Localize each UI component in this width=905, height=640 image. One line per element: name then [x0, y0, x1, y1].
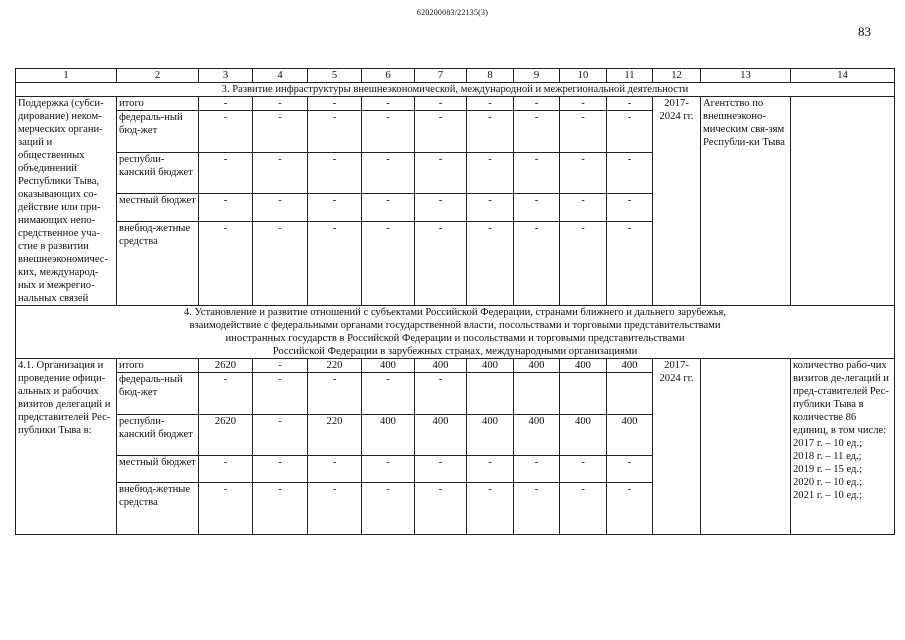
funding-value: - — [253, 221, 308, 305]
period: 2017-2024 гг. — [653, 97, 701, 306]
funding-value: - — [199, 373, 253, 415]
funding-value: - — [560, 456, 607, 483]
funding-value: - — [415, 97, 467, 111]
funding-value: - — [607, 221, 653, 305]
col-header-2: 2 — [117, 69, 199, 83]
expected-result-line: 2019 г. – 15 ед.; — [793, 464, 863, 475]
funding-value: - — [607, 483, 653, 535]
funding-value: - — [514, 221, 560, 305]
funding-value: - — [199, 456, 253, 483]
funding-value: - — [467, 194, 514, 221]
funding-value: - — [560, 483, 607, 535]
funding-value: - — [308, 373, 362, 415]
funding-source: итого — [117, 97, 199, 111]
funding-value: - — [607, 194, 653, 221]
funding-value: - — [560, 111, 607, 153]
period: 2017-2024 гг. — [653, 359, 701, 535]
executor — [701, 359, 791, 535]
funding-value: - — [199, 194, 253, 221]
section-4-heading-row — [16, 306, 895, 359]
funding-value: - — [560, 97, 607, 111]
funding-value: - — [362, 483, 415, 535]
table-row — [16, 359, 895, 373]
document-code: 620200083/22135(3) — [416, 8, 489, 17]
table-row — [16, 97, 895, 111]
funding-value: - — [415, 456, 467, 483]
expected-result-line: количество рабо-чих визитов де-легаций и пред-ставителей Рес-публики Тыва в количестве 86 единиц, в том числе: — [793, 360, 889, 436]
expected-result-line: 2017 г. – 10 ед.; — [793, 438, 863, 449]
col-header-10: 10 — [560, 69, 607, 83]
funding-value: 400 — [514, 415, 560, 456]
funding-value: - — [607, 153, 653, 194]
funding-source: внебюд-жетные средства — [117, 483, 199, 535]
col-header-3: 3 — [199, 69, 253, 83]
funding-value: - — [362, 194, 415, 221]
section-3-heading-row — [16, 83, 895, 97]
funding-source: местный бюджет — [117, 456, 199, 483]
funding-value: - — [308, 456, 362, 483]
funding-source: итого — [117, 359, 199, 373]
funding-value: - — [467, 111, 514, 153]
col-header-4: 4 — [253, 69, 308, 83]
section-4-title-line: Российской Федерации в зарубежных странах, международными организациями — [272, 346, 638, 357]
funding-value — [560, 373, 607, 415]
funding-value: - — [514, 483, 560, 535]
funding-value: - — [362, 97, 415, 111]
funding-value: - — [308, 194, 362, 221]
funding-value: - — [253, 194, 308, 221]
funding-value — [607, 373, 653, 415]
funding-source: республи-канский бюджет — [117, 153, 199, 194]
funding-value: - — [253, 373, 308, 415]
funding-value: - — [467, 97, 514, 111]
section-3-title: 3. Развитие инфраструктуры внешнеэкономической, международной и межрегиональной деятельности — [16, 83, 895, 97]
section-3-body — [16, 97, 895, 306]
measure-description: 4.1. Организация и проведение офици-альных и рабочих визитов делегаций и представителей Рес-публики Тыва в: — [16, 359, 117, 535]
funding-value: 220 — [308, 359, 362, 373]
funding-value: - — [514, 153, 560, 194]
funding-value: - — [253, 359, 308, 373]
col-header-13: 13 — [701, 69, 791, 83]
funding-value: - — [199, 483, 253, 535]
funding-value: - — [308, 483, 362, 535]
col-header-11: 11 — [607, 69, 653, 83]
funding-value: - — [514, 194, 560, 221]
expected-result — [791, 97, 895, 306]
funding-value: 2620 — [199, 359, 253, 373]
program-table — [15, 68, 895, 535]
funding-value: - — [308, 111, 362, 153]
expected-result-line: 2018 г. – 11 ед.; — [793, 451, 862, 462]
funding-value: 400 — [560, 415, 607, 456]
expected-result-line: 2021 г. – 10 ед.; — [793, 490, 863, 501]
section-4-title — [16, 306, 895, 359]
funding-value: - — [253, 415, 308, 456]
expected-result-line: 2020 г. – 10 ед.; — [793, 477, 863, 488]
funding-value: - — [415, 483, 467, 535]
funding-value: - — [415, 194, 467, 221]
section-4-body — [16, 359, 895, 535]
funding-value: - — [253, 111, 308, 153]
funding-value: 400 — [362, 415, 415, 456]
funding-source: внебюд-жетные средства — [117, 221, 199, 305]
funding-value: 400 — [560, 359, 607, 373]
section-4-title-line: взаимодействие с федеральными органами государственной власти, посольствами и торговыми представительствами — [189, 320, 721, 331]
funding-value: - — [467, 483, 514, 535]
funding-value: - — [362, 221, 415, 305]
funding-value: - — [308, 221, 362, 305]
funding-value: - — [362, 373, 415, 415]
funding-value: 400 — [607, 359, 653, 373]
funding-value: - — [199, 111, 253, 153]
funding-value: - — [253, 153, 308, 194]
funding-value: - — [199, 153, 253, 194]
funding-value: - — [467, 221, 514, 305]
funding-source: федераль-ный бюд-жет — [117, 111, 199, 153]
funding-value: - — [415, 153, 467, 194]
funding-value: - — [253, 483, 308, 535]
funding-value: - — [514, 456, 560, 483]
col-header-1: 1 — [16, 69, 117, 83]
funding-value: - — [607, 456, 653, 483]
funding-value: - — [467, 456, 514, 483]
col-header-12: 12 — [653, 69, 701, 83]
column-number-row — [16, 69, 895, 83]
funding-value: - — [253, 97, 308, 111]
funding-value: 400 — [607, 415, 653, 456]
col-header-8: 8 — [467, 69, 514, 83]
funding-value: 400 — [467, 415, 514, 456]
funding-value: 400 — [514, 359, 560, 373]
funding-value: - — [415, 111, 467, 153]
funding-value: 220 — [308, 415, 362, 456]
funding-value: - — [467, 153, 514, 194]
funding-source: местный бюджет — [117, 194, 199, 221]
funding-value: 400 — [415, 359, 467, 373]
funding-value: - — [607, 111, 653, 153]
funding-value: - — [514, 111, 560, 153]
funding-value: - — [560, 221, 607, 305]
funding-source: республи-канский бюджет — [117, 415, 199, 456]
page-number: 83 — [858, 24, 871, 39]
expected-result — [791, 359, 895, 535]
col-header-5: 5 — [308, 69, 362, 83]
funding-value: - — [560, 194, 607, 221]
col-header-9: 9 — [514, 69, 560, 83]
section-4-title-line: 4. Установление и развитие отношений с субъектами Российской Федерации, странами ближнего и дальнего зарубежья, — [183, 307, 727, 318]
funding-value — [514, 373, 560, 415]
funding-value: - — [560, 153, 607, 194]
funding-value: - — [362, 111, 415, 153]
funding-source: федераль-ный бюд-жет — [117, 373, 199, 415]
col-header-6: 6 — [362, 69, 415, 83]
funding-value: - — [607, 97, 653, 111]
funding-value: - — [362, 456, 415, 483]
funding-value: - — [308, 97, 362, 111]
funding-value: - — [415, 373, 467, 415]
funding-value: - — [308, 153, 362, 194]
executor: Агентство по внешнеэконо-мическим свя-зям Республи-ки Тыва — [701, 97, 791, 306]
measure-description: Поддержка (субси-дирование) неком-мерческих органи-заций и общественных объединений Республики Тыва, оказывающих со-действие или при-нимающих непо-средственное уча-стие в развитии внешнеэкономичес-ких, международ-ных и межрегио-нальных связей — [16, 97, 117, 306]
col-header-7: 7 — [415, 69, 467, 83]
col-header-14: 14 — [791, 69, 895, 83]
funding-value: - — [362, 153, 415, 194]
funding-value: 400 — [467, 359, 514, 373]
funding-value: - — [253, 456, 308, 483]
funding-value — [467, 373, 514, 415]
section-4-title-line: иностранных государств в Российской Федерации и посольствами и торговыми представительствами — [225, 333, 685, 344]
funding-value: - — [199, 97, 253, 111]
funding-value: - — [199, 221, 253, 305]
funding-value: - — [514, 97, 560, 111]
funding-value: - — [415, 221, 467, 305]
funding-value: 400 — [415, 415, 467, 456]
funding-value: 2620 — [199, 415, 253, 456]
funding-value: 400 — [362, 359, 415, 373]
